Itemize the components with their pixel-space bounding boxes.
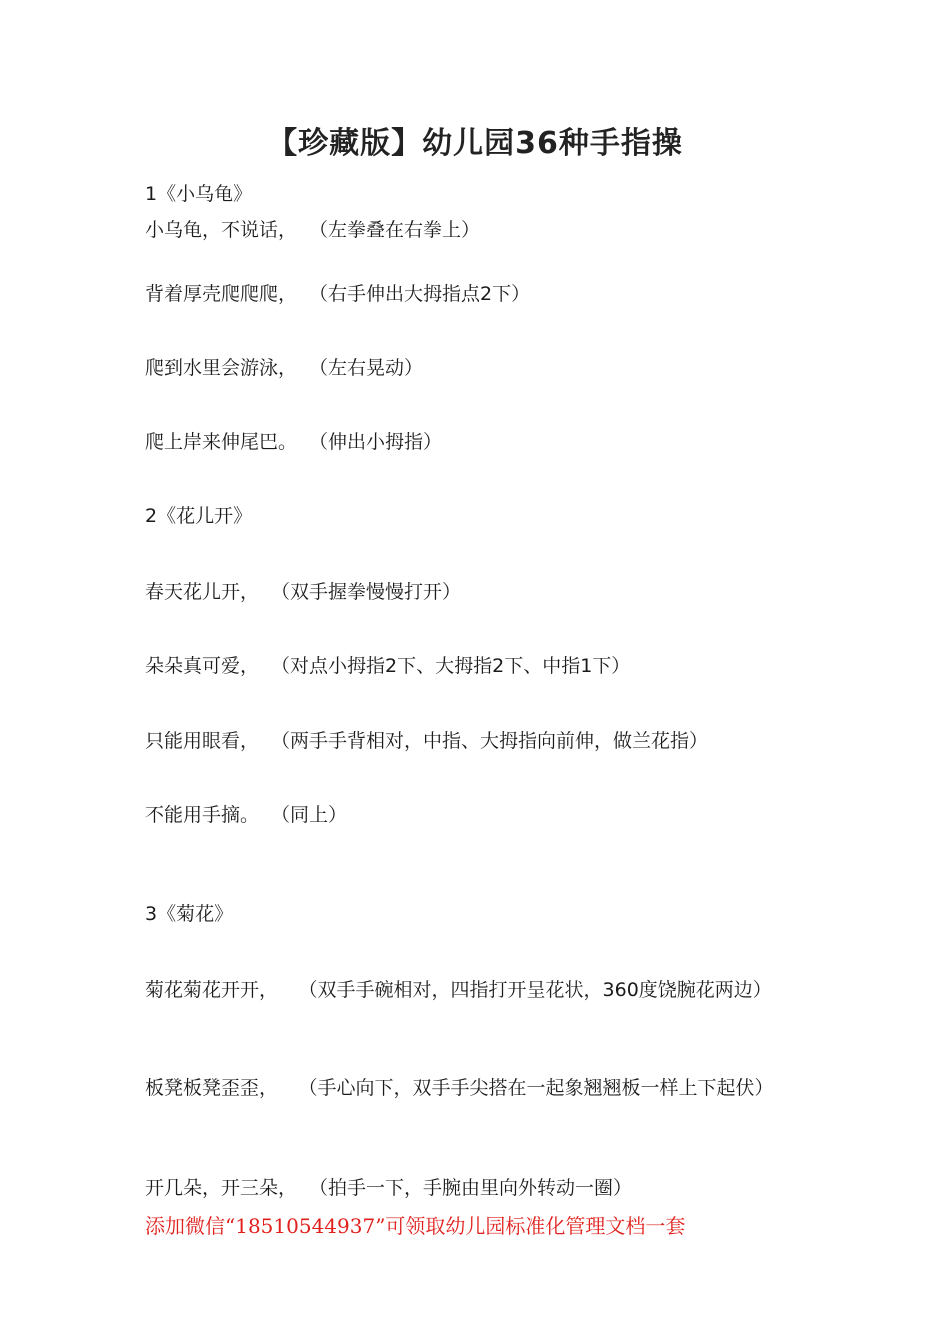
- verse-line: [145, 972, 815, 1008]
- action-note: （手心向下，双手手尖搭在一起象翘翘板一样上下起伏）: [308, 1077, 774, 1099]
- action-note: （双手手碗相对，四指打开呈花状，360度饶腕花两边）: [308, 979, 772, 1001]
- verse-text: 只能用眼看，: [145, 730, 260, 752]
- verse-line: [145, 797, 815, 833]
- action-note: （对点小拇指2下、大拇指2下、中指1下）: [271, 655, 631, 677]
- action-note: （拍手一下，手腕由里向外转动一圈）: [309, 1177, 633, 1199]
- verse-line: [145, 1070, 815, 1106]
- action-note: （右手伸出大拇指点2下）: [309, 283, 531, 305]
- section-heading: 1《小乌龟》: [145, 183, 253, 205]
- verse-line: [145, 1170, 815, 1206]
- action-note: （同上）: [271, 804, 348, 826]
- verse-text: 不能用手摘。: [145, 804, 260, 826]
- verse-text: 朵朵真可爱，: [145, 655, 260, 677]
- verse-text: 板凳板凳歪歪，: [145, 1077, 279, 1099]
- action-note: （左拳叠在右拳上）: [309, 219, 481, 241]
- action-note: （左右晃动）: [309, 357, 424, 379]
- verse-line: [145, 723, 815, 759]
- verse-line: [145, 574, 815, 610]
- action-note: （两手手背相对，中指、大拇指向前伸，做兰花指）: [271, 730, 709, 752]
- verse-line: [145, 424, 815, 460]
- verse-text: 爬到水里会游泳，: [145, 357, 298, 379]
- verse-text: 背着厚壳爬爬爬，: [145, 283, 298, 305]
- section-heading: 2《花儿开》: [145, 505, 253, 527]
- section-heading: 3《菊花》: [145, 903, 234, 925]
- promo-footer: 添加微信“18510544937”可领取幼儿园标准化管理文档一套: [145, 1214, 686, 1238]
- verse-text: 爬上岸来伸尾巴。: [145, 431, 298, 453]
- verse-text: 春天花儿开，: [145, 581, 260, 603]
- verse-text: 菊花菊花开开，: [145, 979, 279, 1001]
- verse-text: 小乌龟，不说话，: [145, 219, 298, 241]
- action-note: （双手握拳慢慢打开）: [271, 581, 462, 603]
- document-title: 【珍藏版】幼儿园36种手指操: [267, 126, 683, 161]
- verse-text: 开几朵，开三朵，: [145, 1177, 298, 1199]
- verse-line: [145, 276, 815, 312]
- verse-line: [145, 350, 815, 386]
- verse-line: [145, 648, 815, 684]
- action-note: （伸出小拇指）: [309, 431, 443, 453]
- verse-line: [145, 212, 815, 248]
